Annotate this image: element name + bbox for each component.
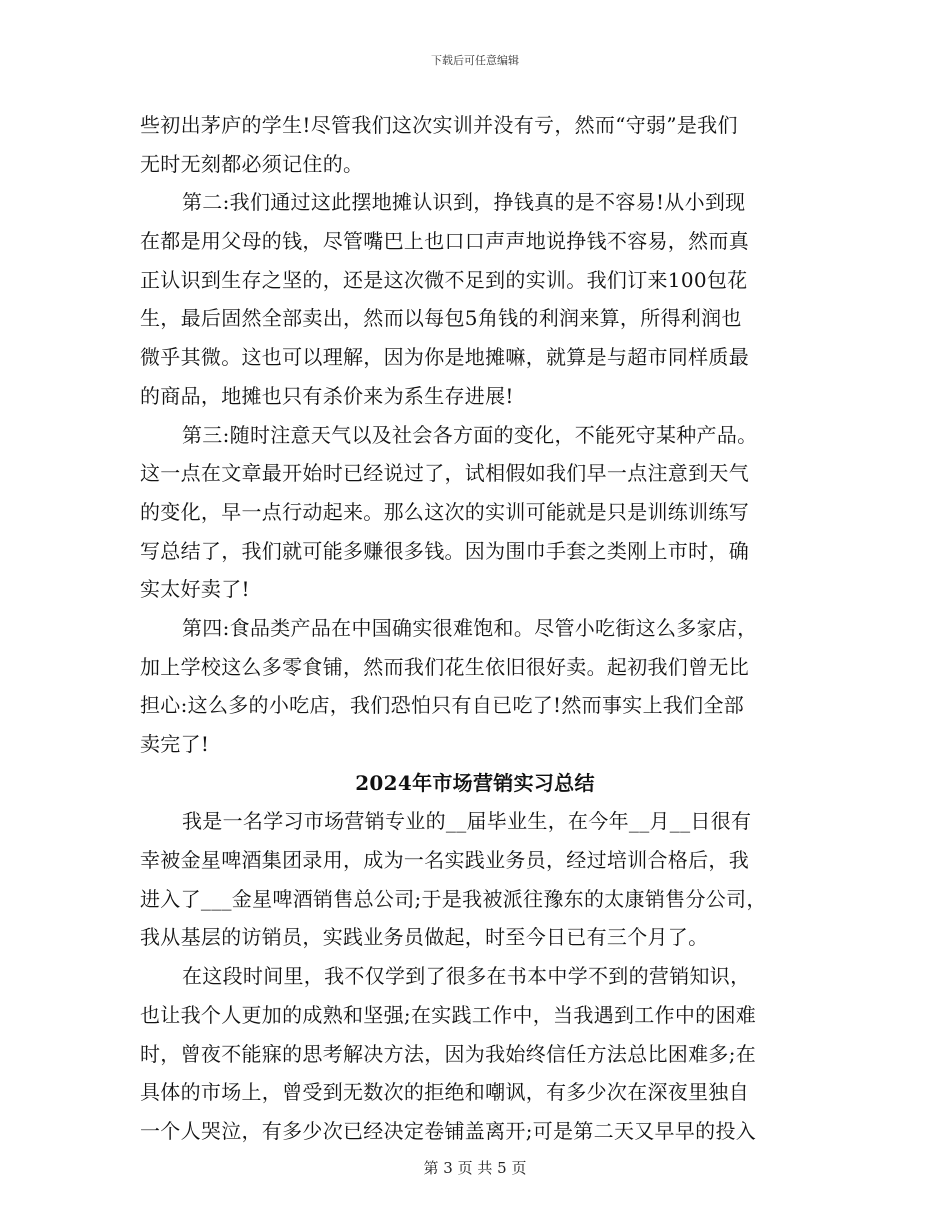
text-line: 些初出茅庐的学生!尽管我们这次实训并没有亏，然而“守弱”是我们 (140, 113, 738, 137)
text-line: 第四:食品类产品在中国确实很难饱和。尽管小吃街这么多家店， (182, 615, 758, 640)
text-line: 微乎其微。这也可以理解，因为你是地摊嘛，就算是与超市同样质最 (140, 345, 749, 370)
section-title: 2024年市场营销实习总结 (355, 770, 595, 795)
text-line: 进入了___金星啤酒销售总公司;于是我被派往豫东的太康销售分公司， (140, 886, 767, 911)
text-line: 卖完了! (140, 732, 210, 756)
text-line: 一个人哭泣，有多少次已经决定卷铺盖离开;可是第二天又早早的投入 (140, 1118, 757, 1143)
text-line: 这一点在文章最开始时已经说过了，试相假如我们早一点注意到天气 (140, 461, 749, 486)
text-line: 正认识到生存之坚的，还是这次微不足到的实训。我们订来100包花 (140, 267, 748, 292)
text-line: 我是一名学习市场营销专业的__届毕业生，在今年__月__日很有 (182, 809, 752, 834)
text-line: 的商品，地摊也只有杀价来为系生存进展! (140, 383, 514, 408)
text-line: 也让我个人更加的成熟和坚强;在实践工作中，当我遇到工作中的困难 (140, 1002, 757, 1027)
text-line: 在都是用父母的钱，尽管嘴巴上也口口声声地说挣钱不容易，然而真 (140, 229, 749, 254)
text-line: 担心:这么多的小吃店，我们恐怕只有自已吃了!然而事实上我们全部 (140, 693, 745, 718)
text-line: 加上学校这么多零食铺，然而我们花生依旧很好卖。起初我们曾无比 (140, 654, 749, 679)
text-line: 第三:随时注意天气以及社会各方面的变化，不能死守某种产品。 (182, 422, 758, 447)
text-line: 我从基层的访销员，实践业务员做起，时至今日已有三个月了。 (140, 925, 709, 950)
page-header: 下载后可任意编辑 (431, 54, 519, 67)
document-body (140, 106, 810, 1151)
text-line: 的变化，早一点行动起来。那么这次的实训可能就是只是训练训练写 (140, 499, 749, 524)
text-line: 时，曾夜不能寐的思考解决方法，因为我始终信任方法总比困难多;在 (140, 1041, 757, 1066)
text-line: 写总结了，我们就可能多赚很多钱。因为围巾手套之类刚上市时，确 (140, 538, 749, 563)
text-line: 无时无刻都必须记住的。 (140, 151, 364, 176)
page-footer: 第 3 页 共 5 页 (423, 1159, 527, 1177)
text-line: 具体的市场上，曾受到无数次的拒绝和嘲讽，有多少次在深夜里独自 (140, 1080, 749, 1105)
text-line: 在这段时间里，我不仅学到了很多在书本中学不到的营销知识， (182, 964, 751, 989)
text-line: 第二:我们通过这此摆地摊认识到，挣钱真的是不容易!从小到现 (182, 190, 746, 215)
text-line: 幸被金星啤酒集团录用，成为一名实践业务员，经过培训合格后，我 (140, 848, 749, 873)
text-line: 实太好卖了! (140, 577, 250, 602)
text-line: 生，最后固然全部卖出，然而以每包5角钱的利润来算，所得利润也 (140, 306, 742, 331)
